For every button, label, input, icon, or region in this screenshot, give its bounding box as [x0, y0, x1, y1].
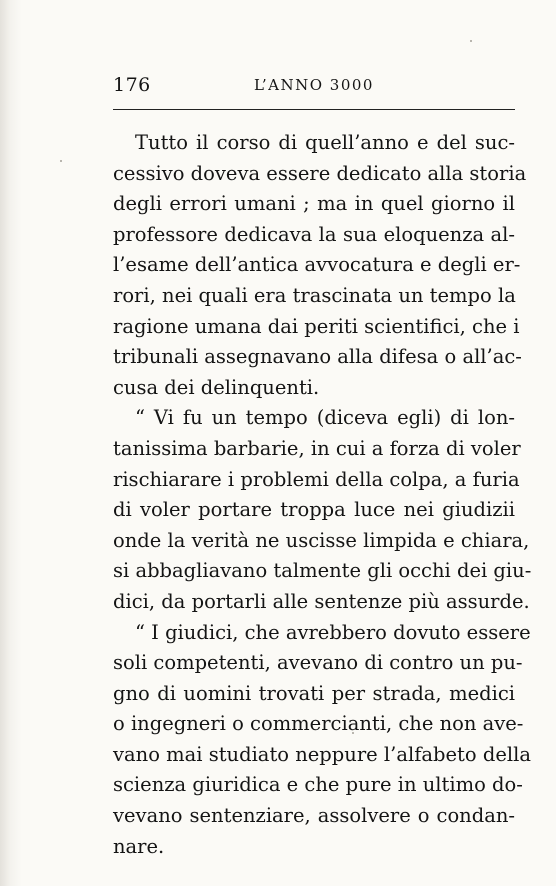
text-line: nare. — [113, 834, 165, 858]
text-line: onde la verità ne uscisse limpida e chiara, — [113, 528, 530, 552]
text-line: vevano sentenziare, assolvere o condan- — [113, 804, 515, 828]
text-line: rori, nei quali era trascinata un tempo la — [113, 283, 516, 307]
page-number: 176 — [113, 74, 151, 96]
text-line: rischiarare i problemi della colpa, a furia — [113, 467, 520, 491]
text-line: dici, da portarli alle sentenze più assurde. — [113, 589, 530, 613]
text-line: ragione umana dai periti scientifici, che i — [113, 314, 520, 338]
text-line: degli errori umani ; ma in quel giorno il — [113, 192, 515, 216]
header-rule — [113, 109, 515, 110]
text-line: gno di uomini trovati per strada, medici — [113, 681, 515, 705]
body-text — [113, 128, 532, 862]
text-line: o ingegneri o commercianti, che non ave- — [113, 712, 524, 736]
text-line: “ Vi fu un tempo (diceva egli) di lon- — [135, 406, 515, 430]
text-line: professore dedicava la sua eloquenza al- — [113, 222, 515, 246]
paper-speck — [470, 40, 472, 42]
text-line: “ I giudici, che avrebbero dovuto essere — [135, 620, 531, 644]
running-title: L’ANNO 3000 — [254, 76, 374, 94]
text-line: cusa dei delinquenti. — [113, 375, 320, 399]
paper-speck — [352, 732, 354, 734]
text-line: l’esame dell’antica avvocatura e degli er- — [113, 253, 521, 277]
text-line: cessivo doveva essere dedicato alla storia — [113, 161, 527, 185]
paper-speck — [60, 160, 62, 162]
text-line: soli competenti, avevano di contro un pu- — [113, 651, 523, 675]
text-line: scienza giuridica e che pure in ultimo do- — [113, 773, 523, 797]
text-line: di voler portare troppa luce nei giudizii — [113, 498, 515, 522]
text-line: tanissima barbarie, in cui a forza di voler — [113, 436, 521, 460]
text-line: tribunali assegnavano alla difesa o all’ac- — [113, 345, 522, 369]
page-header — [113, 74, 515, 104]
text-line: Tutto il corso di quell’anno e del suc- — [135, 131, 515, 154]
text-line: vano mai studiato neppure l’alfabeto della — [113, 742, 531, 766]
text-line: si abbagliavano talmente gli occhi dei giu- — [113, 559, 532, 583]
